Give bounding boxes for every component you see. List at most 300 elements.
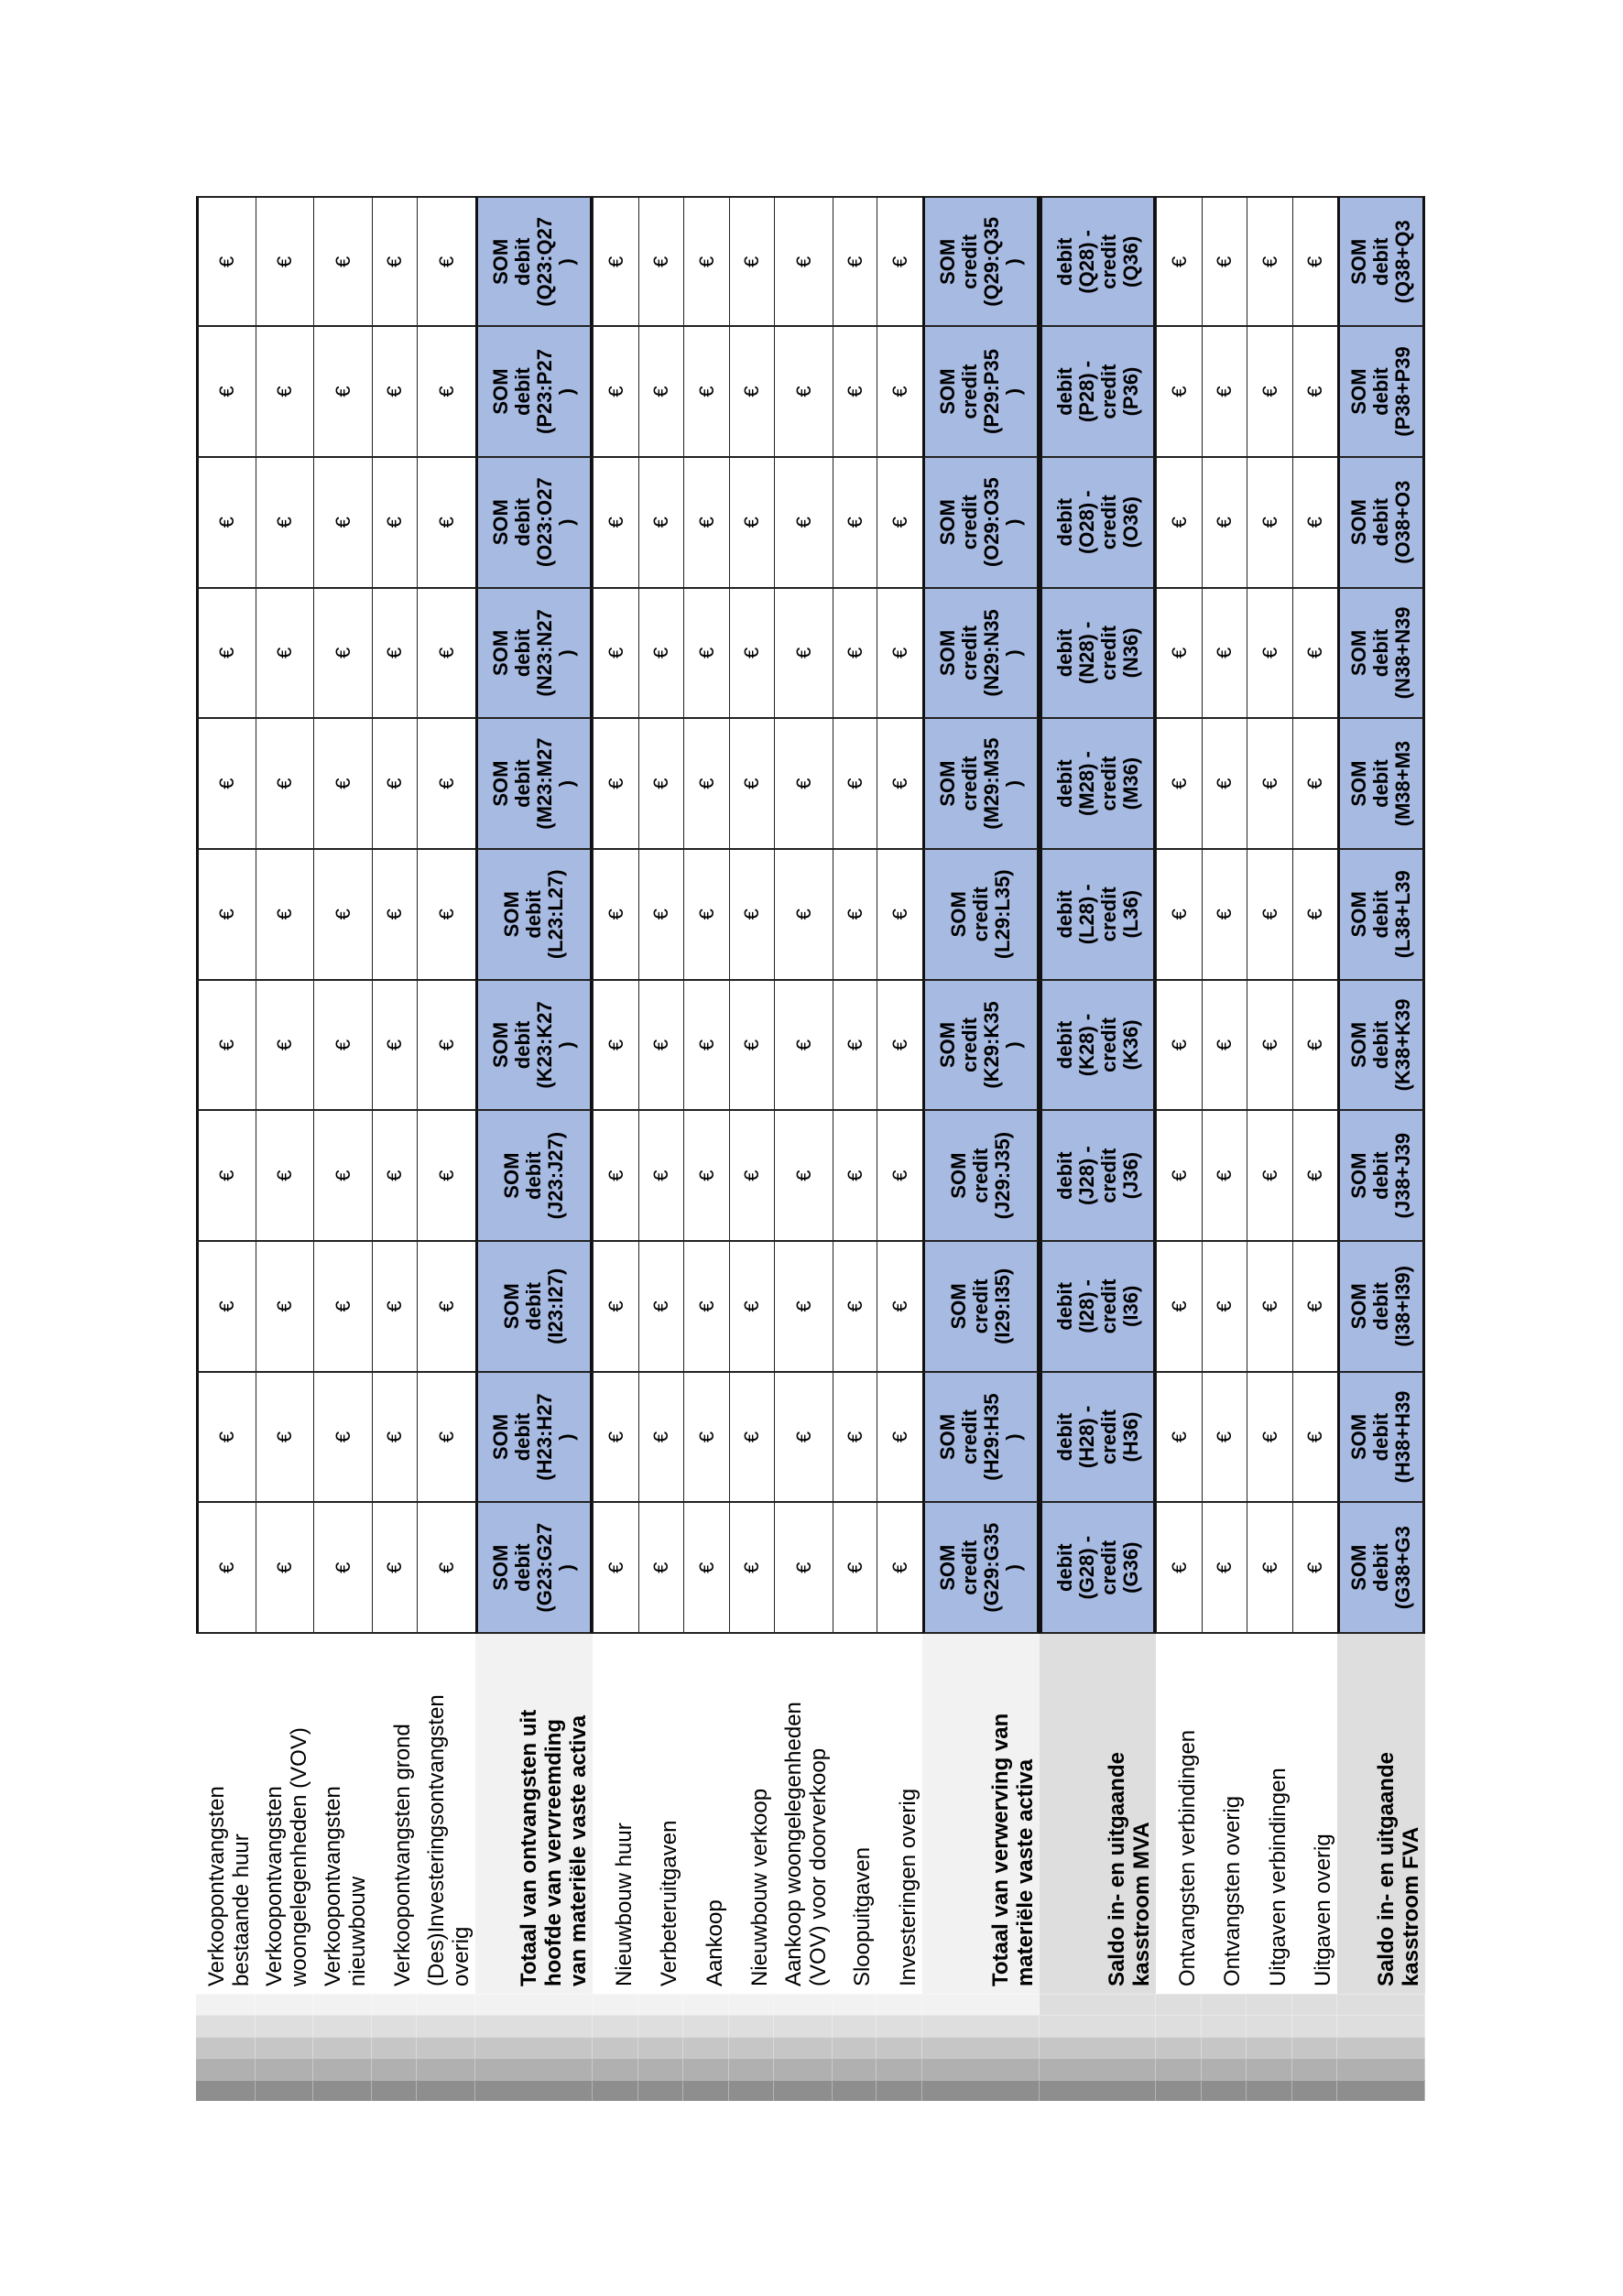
table-row [1156, 196, 1202, 2101]
amount-cell[interactable]: € [683, 1242, 729, 1373]
amount-cell[interactable]: € [313, 981, 372, 1112]
amount-cell[interactable]: € [593, 196, 638, 327]
amount-cell[interactable]: € [593, 719, 638, 850]
formula-cell[interactable]: SOM credit (N29:N35 ) [922, 589, 1040, 720]
row-shade-band [372, 2015, 417, 2036]
amount-cell[interactable]: € [313, 196, 372, 327]
amount-cell[interactable]: € [683, 719, 729, 850]
amount-cell[interactable]: € [593, 1242, 638, 1373]
amount-cell[interactable]: € [1202, 981, 1247, 1112]
amount-cell[interactable]: € [196, 719, 256, 850]
amount-cell[interactable]: € [638, 719, 683, 850]
amount-cell[interactable]: € [729, 850, 774, 981]
amount-cell[interactable]: € [1247, 458, 1292, 589]
row-shade-band [313, 1994, 372, 2015]
amount-cell[interactable]: € [1202, 850, 1247, 981]
amount-cell[interactable]: € [417, 458, 475, 589]
row-shade-band [417, 2015, 475, 2036]
amount-cell[interactable]: € [372, 1111, 417, 1242]
amount-cell[interactable]: € [877, 196, 922, 327]
amount-cell[interactable]: € [1247, 850, 1292, 981]
row-shade-band [313, 2037, 372, 2058]
amount-cell[interactable]: € [1202, 1373, 1247, 1504]
amount-cell[interactable]: € [1292, 1111, 1337, 1242]
amount-cell[interactable]: € [683, 981, 729, 1112]
row-shade-band [1040, 2080, 1156, 2101]
formula-cell[interactable]: SOM debit (Q38+Q3 [1337, 196, 1425, 327]
amount-cell[interactable]: € [372, 589, 417, 720]
amount-cell[interactable]: € [774, 981, 833, 1112]
amount-cell[interactable]: € [1247, 981, 1292, 1112]
amount-cell[interactable]: € [729, 327, 774, 458]
row-shade-band [1040, 1994, 1156, 2015]
amount-cell[interactable]: € [313, 327, 372, 458]
formula-cell[interactable]: SOM debit (K23:K27 ) [475, 981, 593, 1112]
table-row [683, 196, 729, 2101]
row-shade-band [256, 2015, 313, 2036]
amount-cell[interactable]: € [256, 458, 313, 589]
formula-cell[interactable]: SOM credit (L29:L35) [922, 850, 1040, 981]
amount-cell[interactable]: € [372, 458, 417, 589]
amount-cell[interactable]: € [833, 850, 877, 981]
row-label: (Des)Investeringsontvangsten overig [424, 1694, 474, 1987]
formula-cell[interactable]: SOM credit (O29:O35 ) [922, 458, 1040, 589]
amount-cell[interactable]: € [833, 327, 877, 458]
amount-cell[interactable]: € [196, 196, 256, 327]
row-shade-band [774, 2058, 833, 2079]
amount-cell[interactable]: € [372, 981, 417, 1112]
formula-cell[interactable]: SOM debit (P38+P39 [1337, 327, 1425, 458]
row-label-cell [1247, 1634, 1292, 1994]
formula-cell[interactable]: SOM debit (G23:G27 ) [475, 1503, 593, 1634]
amount-cell[interactable]: € [196, 850, 256, 981]
amount-cell[interactable]: € [833, 1373, 877, 1504]
amount-cell[interactable]: € [774, 327, 833, 458]
amount-cell[interactable]: € [683, 327, 729, 458]
amount-cell[interactable]: € [417, 589, 475, 720]
formula-cell[interactable]: SOM debit (J38+J39 [1337, 1111, 1425, 1242]
row-shade-band [774, 2015, 833, 2036]
table-row [372, 196, 417, 2101]
amount-cell[interactable]: € [1247, 196, 1292, 327]
amount-cell[interactable]: € [1292, 719, 1337, 850]
row-shade-band [683, 2058, 729, 2079]
amount-cell[interactable]: € [313, 719, 372, 850]
amount-cell[interactable]: € [1202, 1503, 1247, 1634]
row-shade-band [313, 2015, 372, 2036]
amount-cell[interactable]: € [196, 1373, 256, 1504]
amount-cell[interactable]: € [196, 458, 256, 589]
amount-cell[interactable]: € [729, 196, 774, 327]
formula-cell[interactable]: debit (M28) - credit (M36) [1040, 719, 1156, 850]
amount-cell[interactable]: € [372, 1242, 417, 1373]
row-label-cell [922, 1634, 1040, 1994]
amount-cell[interactable]: € [417, 981, 475, 1112]
amount-cell[interactable]: € [372, 327, 417, 458]
row-shade-band [922, 2058, 1040, 2079]
formula-cell[interactable]: SOM debit (G38+G3 [1337, 1503, 1425, 1634]
amount-cell[interactable]: € [256, 196, 313, 327]
amount-cell[interactable]: € [256, 1242, 313, 1373]
formula-cell[interactable]: debit (K28) - credit (K36) [1040, 981, 1156, 1112]
row-shade-band [774, 2037, 833, 2058]
formula-cell[interactable]: SOM debit (Q23:Q27 ) [475, 196, 593, 327]
amount-cell[interactable]: € [1156, 850, 1202, 981]
row-shade-band [196, 2037, 256, 2058]
formula-cell[interactable]: SOM debit (N23:N27 ) [475, 589, 593, 720]
row-label: Saldo in- en uitgaande kasstroom FVA [1374, 1752, 1423, 1987]
amount-cell[interactable]: € [256, 1503, 313, 1634]
amount-cell[interactable]: € [593, 1503, 638, 1634]
amount-cell[interactable]: € [196, 1111, 256, 1242]
amount-cell[interactable]: € [729, 1111, 774, 1242]
amount-cell[interactable]: € [683, 1373, 729, 1504]
amount-cell[interactable]: € [683, 458, 729, 589]
amount-cell[interactable]: € [729, 1242, 774, 1373]
row-shade-band [196, 2058, 256, 2079]
amount-cell[interactable]: € [833, 1111, 877, 1242]
amount-cell[interactable]: € [256, 1373, 313, 1504]
row-label-cell [729, 1634, 774, 1994]
amount-cell[interactable]: € [1202, 1111, 1247, 1242]
row-label: Uitgaven overig [1311, 1834, 1335, 1987]
amount-cell[interactable]: € [683, 1503, 729, 1634]
amount-cell[interactable]: € [313, 1503, 372, 1634]
amount-cell[interactable]: € [638, 1503, 683, 1634]
amount-cell[interactable]: € [877, 327, 922, 458]
amount-cell[interactable]: € [638, 196, 683, 327]
amount-cell[interactable]: € [256, 1111, 313, 1242]
amount-cell[interactable]: € [1247, 719, 1292, 850]
amount-cell[interactable]: € [256, 719, 313, 850]
amount-cell[interactable]: € [877, 1111, 922, 1242]
row-shade-band [833, 2015, 877, 2036]
amount-cell[interactable]: € [1156, 1111, 1202, 1242]
amount-cell[interactable]: € [1156, 1373, 1202, 1504]
row-shade-band [833, 2037, 877, 2058]
amount-cell[interactable]: € [833, 196, 877, 327]
row-label-cell [1202, 1634, 1247, 1994]
amount-cell[interactable]: € [1247, 589, 1292, 720]
row-shade-band [729, 2058, 774, 2079]
row-shade-band [833, 1994, 877, 2015]
amount-cell[interactable]: € [313, 589, 372, 720]
amount-cell[interactable]: € [313, 1111, 372, 1242]
table-row [1247, 196, 1292, 2101]
row-shade-band [256, 2080, 313, 2101]
amount-cell[interactable]: € [729, 1503, 774, 1634]
table-row [638, 196, 683, 2101]
table-row [833, 196, 877, 2101]
amount-cell[interactable]: € [196, 1503, 256, 1634]
formula-cell[interactable]: SOM credit (J29:J35) [922, 1111, 1040, 1242]
row-shade-band [922, 2037, 1040, 2058]
amount-cell[interactable]: € [1292, 981, 1337, 1112]
amount-cell[interactable]: € [729, 719, 774, 850]
amount-cell[interactable]: € [1156, 981, 1202, 1112]
table-row [196, 196, 256, 2101]
row-label-cell [877, 1634, 922, 1994]
row-shade-band [638, 1994, 683, 2015]
amount-cell[interactable]: € [256, 850, 313, 981]
amount-cell[interactable]: € [1202, 327, 1247, 458]
row-shade-band [256, 2058, 313, 2079]
amount-cell[interactable]: € [196, 589, 256, 720]
amount-cell[interactable]: € [417, 1111, 475, 1242]
amount-cell[interactable]: € [833, 589, 877, 720]
amount-cell[interactable]: € [372, 1503, 417, 1634]
amount-cell[interactable]: € [1292, 196, 1337, 327]
amount-cell[interactable]: € [1202, 1242, 1247, 1373]
formula-cell[interactable]: debit (O28) - credit (O36) [1040, 458, 1156, 589]
row-label: Ontvangsten overig [1220, 1795, 1245, 1987]
amount-cell[interactable]: € [1156, 1503, 1202, 1634]
amount-cell[interactable]: € [683, 196, 729, 327]
amount-cell[interactable]: € [256, 327, 313, 458]
formula-cell[interactable]: SOM credit (Q29:Q35 ) [922, 196, 1040, 327]
formula-cell[interactable]: SOM credit (K29:K35 ) [922, 981, 1040, 1112]
row-shade-band [1292, 1994, 1337, 2015]
formula-cell[interactable]: SOM debit (P23:P27 ) [475, 327, 593, 458]
row-shade-band [1247, 2015, 1292, 2036]
row-label: Verkoopontvangsten woongelegenheden (VOV) [262, 1727, 311, 1987]
amount-cell[interactable]: € [833, 458, 877, 589]
amount-cell[interactable]: € [683, 589, 729, 720]
amount-cell[interactable]: € [1247, 1242, 1292, 1373]
row-shade-band [1040, 2015, 1156, 2036]
amount-cell[interactable]: € [417, 719, 475, 850]
row-shade-band [729, 2037, 774, 2058]
amount-cell[interactable]: € [638, 458, 683, 589]
amount-cell[interactable]: € [196, 981, 256, 1112]
formula-cell[interactable]: debit (N28) - credit (N36) [1040, 589, 1156, 720]
amount-cell[interactable]: € [1202, 719, 1247, 850]
row-shade-band [1156, 2037, 1202, 2058]
amount-cell[interactable]: € [1292, 1503, 1337, 1634]
row-shade-band [774, 2080, 833, 2101]
amount-cell[interactable]: € [638, 981, 683, 1112]
row-shade-band [475, 2058, 593, 2079]
amount-cell[interactable]: € [417, 1503, 475, 1634]
row-shade-band [372, 2080, 417, 2101]
amount-cell[interactable]: € [417, 1373, 475, 1504]
amount-cell[interactable]: € [638, 589, 683, 720]
row-shade-band [1292, 2058, 1337, 2079]
formula-cell[interactable]: SOM debit (H38+H39 [1337, 1373, 1425, 1504]
formula-cell[interactable]: SOM debit (M23:M27 ) [475, 719, 593, 850]
formula-cell[interactable]: debit (G28) - credit (G36) [1040, 1503, 1156, 1634]
formula-cell[interactable]: SOM debit (K38+K39 [1337, 981, 1425, 1112]
amount-cell[interactable]: € [593, 589, 638, 720]
amount-cell[interactable]: € [877, 1503, 922, 1634]
amount-cell[interactable]: € [774, 719, 833, 850]
amount-cell[interactable]: € [833, 981, 877, 1112]
amount-cell[interactable]: € [256, 981, 313, 1112]
amount-cell[interactable]: € [1247, 1373, 1292, 1504]
amount-cell[interactable]: € [1247, 1503, 1292, 1634]
amount-cell[interactable]: € [729, 589, 774, 720]
table-row [475, 196, 593, 2101]
amount-cell[interactable]: € [877, 981, 922, 1112]
formula-cell[interactable]: SOM debit (I38+I39) [1337, 1242, 1425, 1373]
row-label: Aankoop [703, 1899, 727, 1987]
amount-cell[interactable]: € [638, 1373, 683, 1504]
amount-cell[interactable]: € [683, 850, 729, 981]
amount-cell[interactable]: € [372, 1373, 417, 1504]
amount-cell[interactable]: € [372, 719, 417, 850]
amount-cell[interactable]: € [196, 1242, 256, 1373]
formula-cell[interactable]: debit (P28) - credit (P36) [1040, 327, 1156, 458]
row-shade-band [593, 2015, 638, 2036]
formula-cell[interactable]: SOM debit (I23:I27) [475, 1242, 593, 1373]
amount-cell[interactable]: € [774, 1242, 833, 1373]
amount-cell[interactable]: € [1247, 1111, 1292, 1242]
row-shade-band [1247, 1994, 1292, 2015]
formula-cell[interactable]: debit (J28) - credit (J36) [1040, 1111, 1156, 1242]
formula-cell[interactable]: SOM debit (O23:O27 ) [475, 458, 593, 589]
row-shade-band [833, 2080, 877, 2101]
row-shade-band [256, 2037, 313, 2058]
row-shade-band [729, 2080, 774, 2101]
amount-cell[interactable]: € [877, 1373, 922, 1504]
formula-cell[interactable]: SOM debit (L23:L27) [475, 850, 593, 981]
amount-cell[interactable]: € [729, 981, 774, 1112]
row-shade-band [877, 2058, 922, 2079]
amount-cell[interactable]: € [877, 1242, 922, 1373]
formula-cell[interactable]: debit (L28) - credit (L36) [1040, 850, 1156, 981]
amount-cell[interactable]: € [1202, 196, 1247, 327]
row-shade-band [417, 2080, 475, 2101]
formula-cell[interactable]: SOM credit (H29:H35 ) [922, 1373, 1040, 1504]
table-row [774, 196, 833, 2101]
amount-cell[interactable]: € [1156, 589, 1202, 720]
amount-cell[interactable]: € [774, 850, 833, 981]
formula-cell[interactable]: SOM credit (P29:P35 ) [922, 327, 1040, 458]
formula-cell[interactable]: debit (I28) - credit (I36) [1040, 1242, 1156, 1373]
amount-cell[interactable]: € [877, 850, 922, 981]
formula-cell[interactable]: SOM debit (N38+N39 [1337, 589, 1425, 720]
amount-cell[interactable]: € [1292, 589, 1337, 720]
formula-cell[interactable]: SOM debit (L38+L39 [1337, 850, 1425, 981]
row-shade-band [1040, 2058, 1156, 2079]
cashflow-table [196, 196, 1425, 2101]
formula-cell[interactable]: SOM debit (O38+O3 [1337, 458, 1425, 589]
row-label: Nieuwbouw verkoop [747, 1788, 772, 1987]
row-shade-band [1292, 2015, 1337, 2036]
amount-cell[interactable]: € [774, 1111, 833, 1242]
row-label: Uitgaven verbindingen [1266, 1768, 1291, 1987]
amount-cell[interactable]: € [1292, 327, 1337, 458]
amount-cell[interactable]: € [1156, 719, 1202, 850]
amount-cell[interactable]: € [593, 981, 638, 1112]
amount-cell[interactable]: € [774, 1373, 833, 1504]
amount-cell[interactable]: € [1292, 850, 1337, 981]
amount-cell[interactable]: € [833, 719, 877, 850]
row-shade-band [593, 2080, 638, 2101]
amount-cell[interactable]: € [1156, 196, 1202, 327]
row-shade-band [475, 1994, 593, 2015]
amount-cell[interactable]: € [417, 327, 475, 458]
formula-cell[interactable]: SOM credit (I29:I35) [922, 1242, 1040, 1373]
formula-cell[interactable]: SOM debit (H23:H27 ) [475, 1373, 593, 1504]
row-shade-band [922, 2080, 1040, 2101]
amount-cell[interactable]: € [593, 458, 638, 589]
amount-cell[interactable]: € [774, 458, 833, 589]
amount-cell[interactable]: € [372, 850, 417, 981]
amount-cell[interactable]: € [417, 196, 475, 327]
amount-cell[interactable]: € [1292, 1373, 1337, 1504]
formula-cell[interactable]: SOM credit (M29:M35 ) [922, 719, 1040, 850]
amount-cell[interactable]: € [638, 1111, 683, 1242]
amount-cell[interactable]: € [417, 1242, 475, 1373]
table-row [256, 196, 313, 2101]
amount-cell[interactable]: € [593, 1373, 638, 1504]
row-shade-band [196, 2015, 256, 2036]
amount-cell[interactable]: € [593, 850, 638, 981]
amount-cell[interactable]: € [313, 1242, 372, 1373]
amount-cell[interactable]: € [638, 850, 683, 981]
formula-cell[interactable]: SOM debit (M38+M3 [1337, 719, 1425, 850]
amount-cell[interactable]: € [638, 1242, 683, 1373]
amount-cell[interactable]: € [313, 850, 372, 981]
formula-cell[interactable]: debit (Q28) - credit (Q36) [1040, 196, 1156, 327]
amount-cell[interactable]: € [877, 458, 922, 589]
amount-cell[interactable]: € [1202, 589, 1247, 720]
amount-cell[interactable]: € [372, 196, 417, 327]
formula-cell[interactable]: SOM credit (G29:G35 ) [922, 1503, 1040, 1634]
row-label-cell [196, 1634, 256, 1994]
amount-cell[interactable]: € [1202, 458, 1247, 589]
amount-cell[interactable]: € [833, 1242, 877, 1373]
amount-cell[interactable]: € [593, 327, 638, 458]
amount-cell[interactable]: € [313, 1373, 372, 1504]
row-label-cell [1292, 1634, 1337, 1994]
amount-cell[interactable]: € [774, 196, 833, 327]
amount-cell[interactable]: € [313, 458, 372, 589]
table-row [313, 196, 372, 2101]
amount-cell[interactable]: € [774, 1503, 833, 1634]
amount-cell[interactable]: € [196, 327, 256, 458]
amount-cell[interactable]: € [638, 327, 683, 458]
row-shade-band [1040, 2037, 1156, 2058]
formula-cell[interactable]: SOM debit (J23:J27) [475, 1111, 593, 1242]
amount-cell[interactable]: € [729, 1373, 774, 1504]
row-label: Verkoopontvangsten bestaande huur [204, 1786, 254, 1987]
amount-cell[interactable]: € [1292, 1242, 1337, 1373]
row-shade-band [1202, 2015, 1247, 2036]
amount-cell[interactable]: € [1156, 458, 1202, 589]
row-shade-band [372, 2037, 417, 2058]
row-shade-band [1156, 2015, 1202, 2036]
amount-cell[interactable]: € [729, 458, 774, 589]
row-shade-band [1202, 2037, 1247, 2058]
amount-cell[interactable]: € [877, 719, 922, 850]
amount-cell[interactable]: € [1156, 1242, 1202, 1373]
amount-cell[interactable]: € [774, 589, 833, 720]
amount-cell[interactable]: € [833, 1503, 877, 1634]
amount-cell[interactable]: € [256, 589, 313, 720]
amount-cell[interactable]: € [593, 1111, 638, 1242]
row-label: Sloopuitgaven [850, 1846, 875, 1987]
amount-cell[interactable]: € [1156, 327, 1202, 458]
amount-cell[interactable]: € [417, 850, 475, 981]
amount-cell[interactable]: € [1292, 458, 1337, 589]
amount-cell[interactable]: € [877, 589, 922, 720]
row-shade-band [372, 2058, 417, 2079]
amount-cell[interactable]: € [683, 1111, 729, 1242]
amount-cell[interactable]: € [1247, 327, 1292, 458]
formula-cell[interactable]: debit (H28) - credit (H36) [1040, 1373, 1156, 1504]
